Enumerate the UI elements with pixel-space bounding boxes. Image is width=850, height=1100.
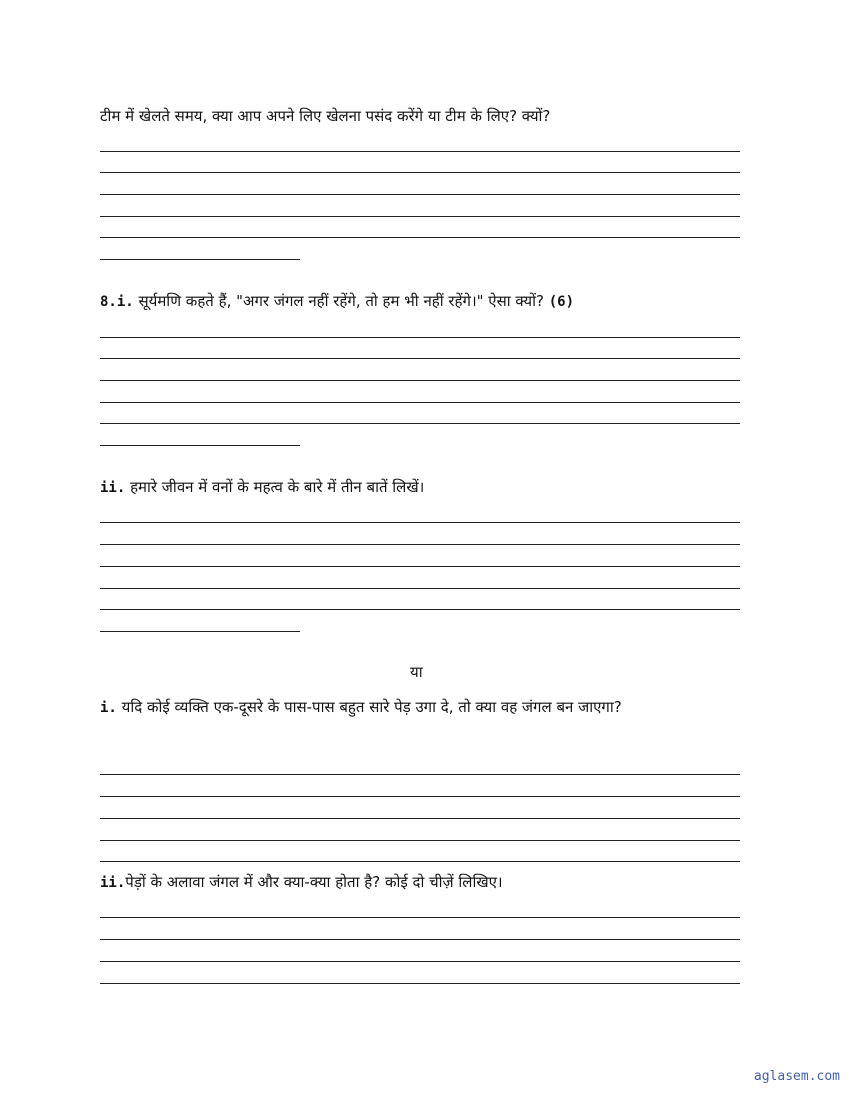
answer-line [100, 631, 300, 632]
answer-line [100, 861, 740, 862]
answer-line [100, 939, 740, 940]
question-number: 8.i. [100, 294, 134, 310]
answer-line [100, 358, 740, 359]
question-8-i [100, 290, 740, 313]
question-8-ii [100, 476, 740, 499]
question-number: ii. [100, 480, 126, 496]
answer-line [100, 917, 740, 918]
answer-line [100, 983, 740, 984]
question-alt-ii [100, 871, 740, 894]
or-label: या [410, 663, 423, 681]
answer-line [100, 380, 740, 381]
answer-line [100, 237, 740, 238]
question-text: पेड़ों के अलावा जंगल में और क्या-क्या होता है? कोई दो चीज़ें लिखिए। [125, 873, 503, 891]
question-alt-i [100, 690, 730, 725]
answer-line [100, 774, 740, 775]
question-marks: (6) [548, 294, 575, 310]
answer-line [100, 259, 300, 260]
answer-line [100, 840, 740, 841]
question-team-play [100, 105, 740, 127]
answer-line [100, 818, 740, 819]
answer-line [100, 402, 740, 403]
question-text: सूर्यमणि कहते हैं, "अगर जंगल नहीं रहेंगे, तो हम भी नहीं रहेंगे।" ऐसा क्यों? [138, 292, 544, 310]
question-number: ii. [100, 875, 126, 891]
answer-line [100, 216, 740, 217]
question-text: यदि कोई व्यक्ति एक-दूसरे के पास-पास बहुत सारे पेड़ उगा दे, तो क्या वह जंगल बन जाएगा? [121, 698, 622, 716]
answer-line [100, 544, 740, 545]
answer-line [100, 566, 740, 567]
answer-line [100, 609, 740, 610]
answer-line [100, 151, 740, 152]
footer-site-link[interactable]: aglasem.com [753, 1069, 840, 1084]
answer-line [100, 172, 740, 173]
answer-line [100, 337, 740, 338]
question-text: टीम में खेलते समय, क्या आप अपने लिए खेलना पसंद करेंगे या टीम के लिए? क्यों? [100, 107, 551, 125]
answer-line [100, 961, 740, 962]
answer-line [100, 522, 740, 523]
question-text: हमारे जीवन में वनों के महत्व के बारे में तीन बातें लिखें। [130, 478, 425, 496]
answer-line [100, 796, 740, 797]
answer-line [100, 445, 300, 446]
answer-line [100, 194, 740, 195]
answer-line [100, 588, 740, 589]
answer-line [100, 423, 740, 424]
question-number: i. [100, 700, 117, 716]
